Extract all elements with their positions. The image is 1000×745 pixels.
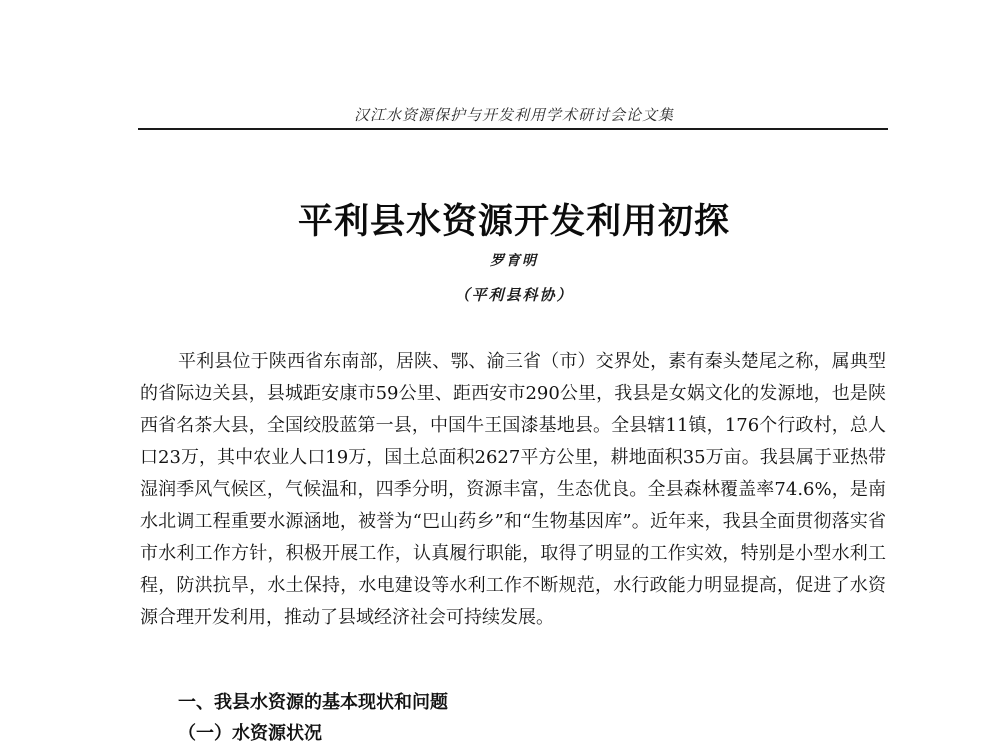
running-header: 汉江水资源保护与开发利用学术研讨会论文集 [353, 106, 674, 124]
header-rule [138, 128, 888, 130]
author-affiliation: （平利县科协） [454, 286, 574, 304]
intro-paragraph: 平利县位于陕西省东南部，居陕、鄂、渝三省（市）交界处，素有秦头楚尾之称，属典型的省际边关县，县城距安康市59公里、距西安市290公里，我县是女娲文化的发源地，也是陕西省名茶大县，全国绞股蓝第一县，中国牛王国漆基地县。全县辖11镇，176个行政村，总人口23万，其中农业人口19万，国土总面积2627平方公里，耕地面积35万亩。我县属于亚热带湿润季风气候区，气候温和，四季分明，资源丰富，生态优良。全县森林覆盖率74.6%，是南水北调工程重要水源涵地，被誉为“巴山药乡”和“生物基因库”。近年来，我县全面贯彻落实省市水利工作方针，积极开展工作，认真履行职能，取得了明显的工作实效，特别是小型水利工程，防洪抗旱，水土保持，水电建设等水利工作不断规范，水行政能力明显提高，促进了水资源合理开发利用，推动了县域经济社会可持续发展。 [140, 351, 886, 628]
subsection-heading: （一）水资源状况 [178, 723, 322, 744]
author-name: 罗育明 [490, 253, 538, 269]
paper-title: 平利县水资源开发利用初探 [297, 201, 730, 242]
section-heading: 一、我县水资源的基本现状和问题 [178, 692, 448, 713]
